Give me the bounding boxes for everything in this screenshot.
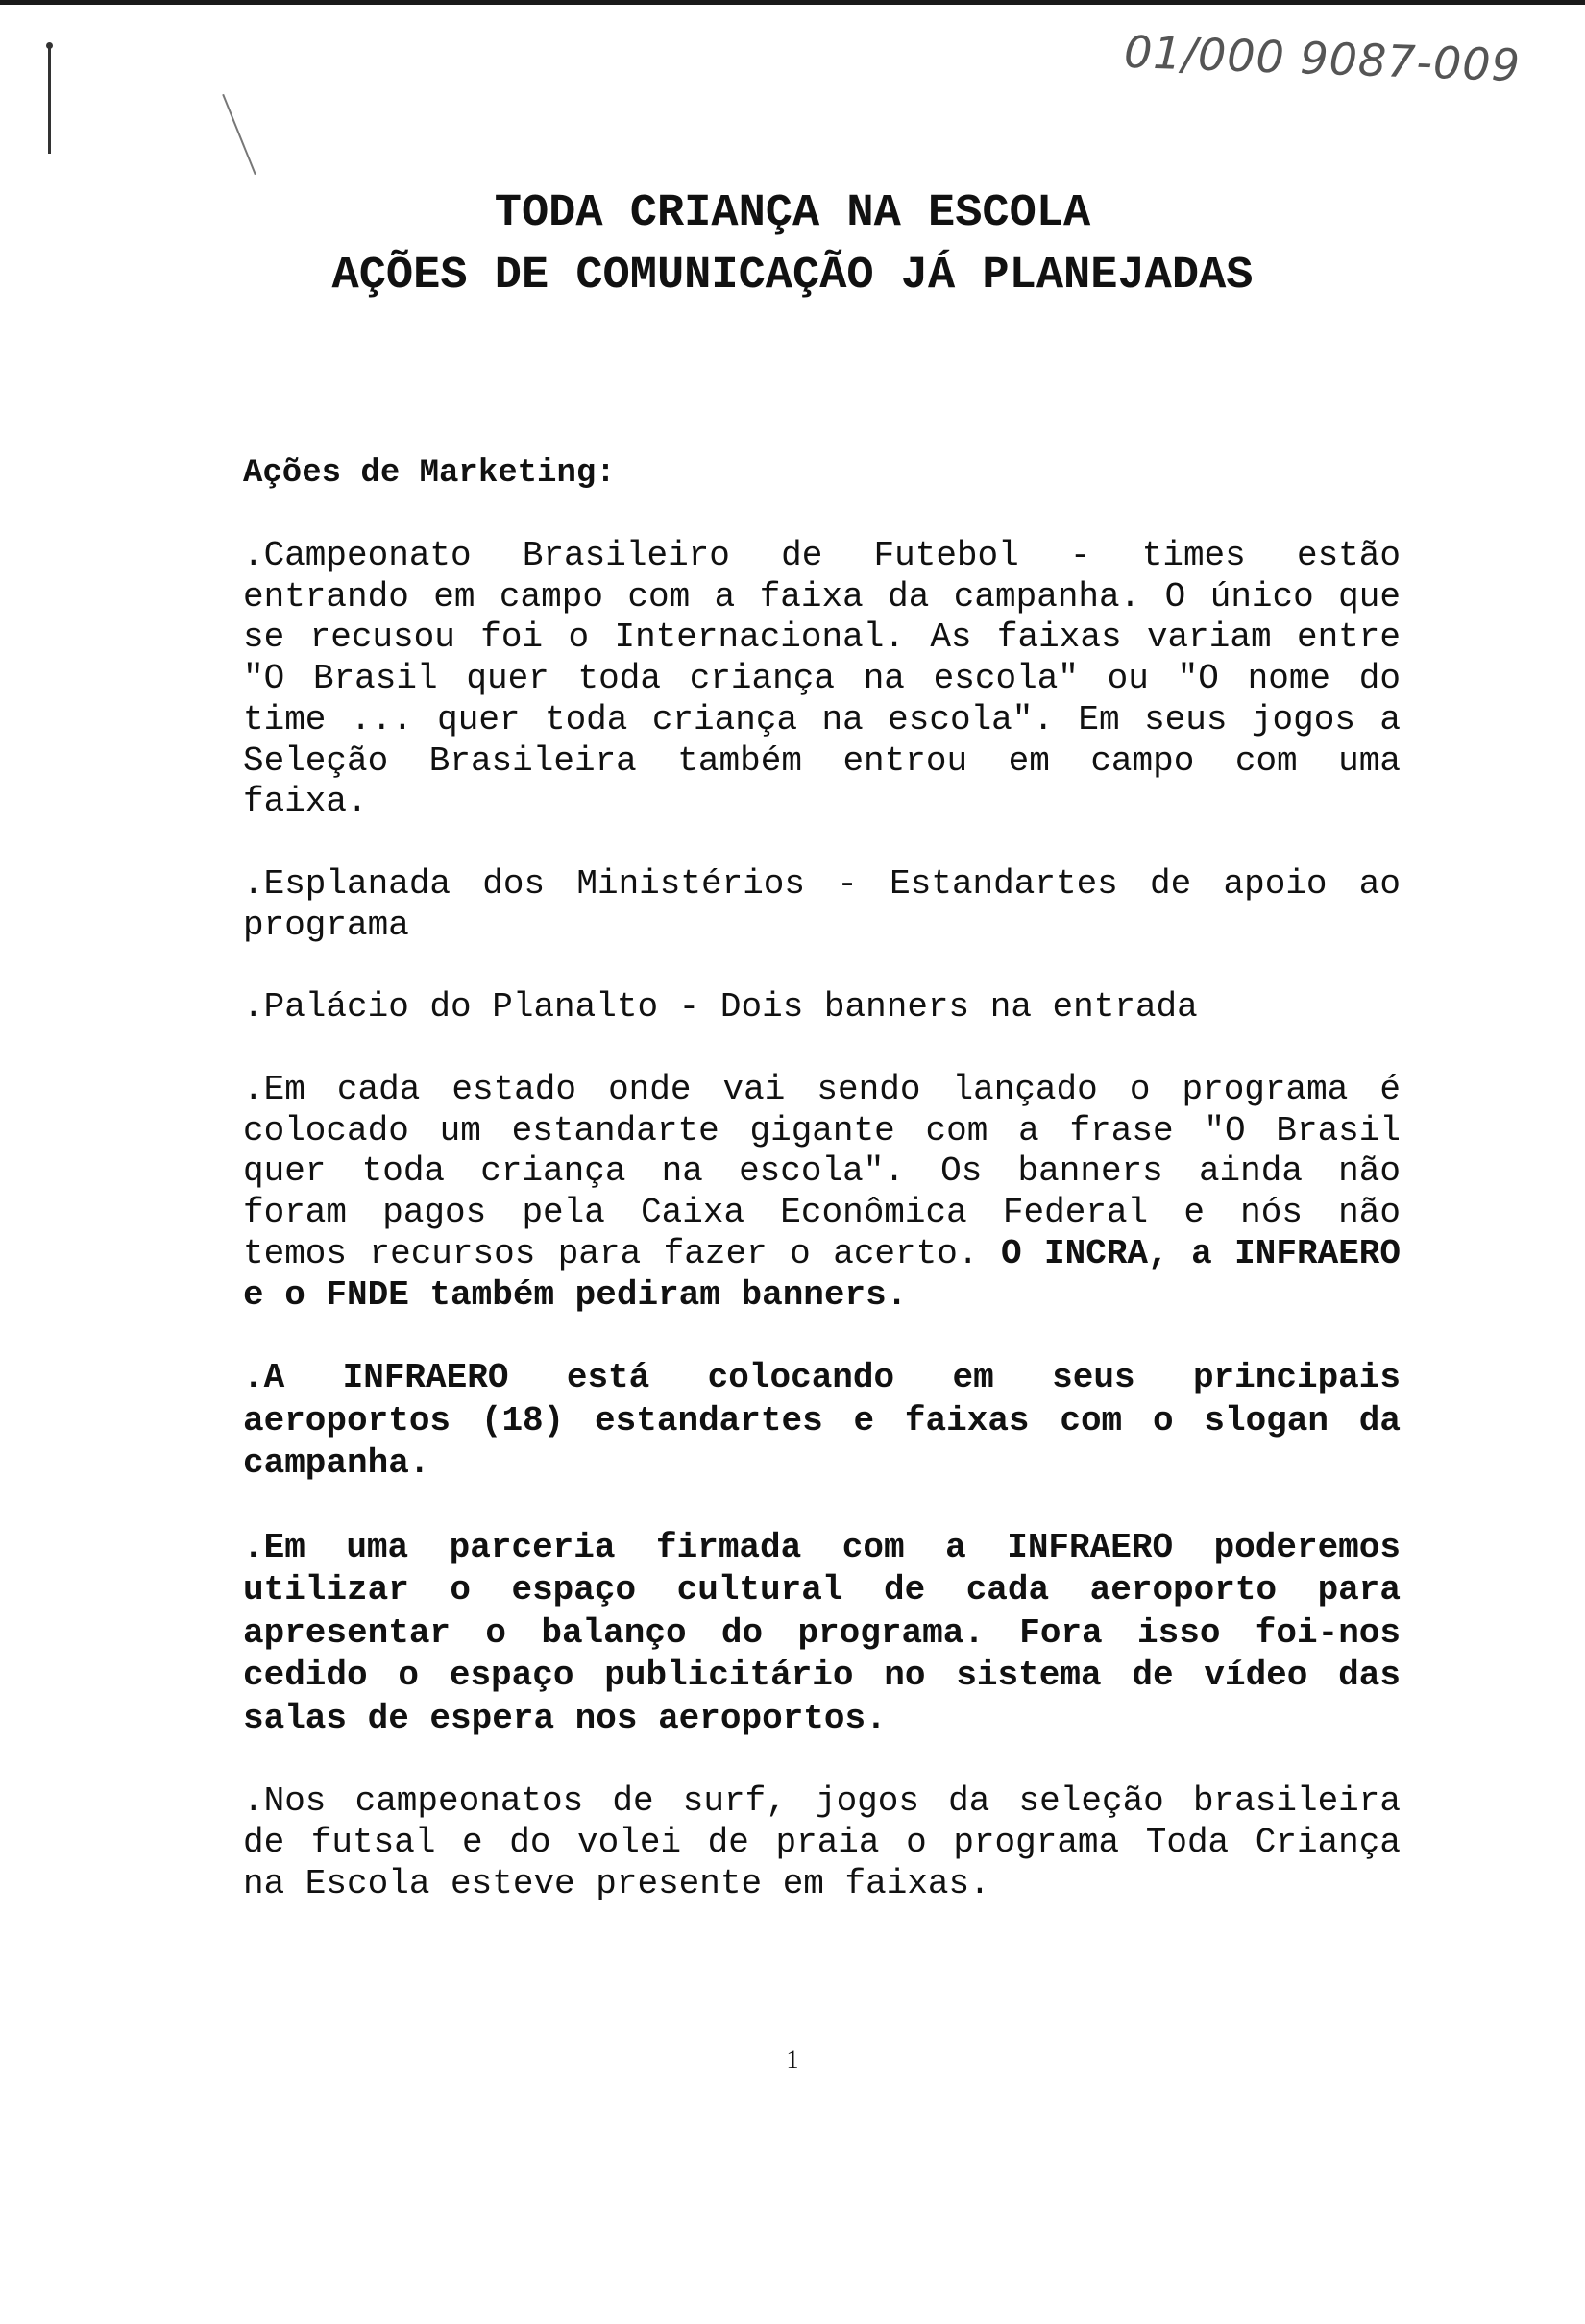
- scan-mark-diagonal: [222, 94, 256, 175]
- paragraph-estados-bold: O INCRA, a INFRAERO e o FNDE também pediram banners.: [243, 1233, 1402, 1315]
- paragraph-estados-text: .Em cada estado onde vai sendo lançado o programa é colocado um estandarte gigante com a frase "O Brasil quer toda criança na escola". Os banners ainda não foram pagos pela Caixa Econômica Federal e nós não temos recursos para fazer o acerto.: [243, 1070, 1401, 1273]
- page-number: 1: [786, 2046, 799, 2073]
- document-title: [0, 182, 1585, 307]
- paragraph-esplanada: .Esplanada dos Ministérios - Estandartes de apoio ao programa: [243, 863, 1401, 945]
- scan-top-edge: [0, 0, 1585, 5]
- scan-mark-left: [48, 48, 51, 154]
- title-line-2: AÇÕES DE COMUNICAÇÃO JÁ PLANEJADAS: [331, 251, 1254, 302]
- paragraph-parceria-infraero: .Em uma parceria firmada com a INFRAERO poderemos utilizar o espaço cultural de cada aeroporto para apresentar o balanço do programa. Fora isso foi-nos cedido o espaço publicitário no sistema de vídeo das salas de espera nos aeroportos.: [243, 1527, 1401, 1738]
- paragraph-palacio: .Palácio do Planalto - Dois banners na entrada: [243, 987, 1198, 1028]
- handwritten-doc-number: 01/000 9087-009: [1123, 25, 1522, 92]
- title-line-1: TODA CRIANÇA NA ESCOLA: [494, 188, 1091, 239]
- paragraph-campeonatos-surf: .Nos campeonatos de surf, jogos da seleção brasileira de futsal e do volei de praia o programa Toda Criança na Escola esteve presente em faixas.: [243, 1781, 1401, 1903]
- paragraph-campeonato: .Campeonato Brasileiro de Futebol - times estão entrando em campo com a faixa da campanha. O único que se recusou foi o Internacional. As faixas variam entre "O Brasil quer toda criança na escola" ou "O nome do time ... quer toda criança na escola". Em seus jogos a Seleção Brasileira também entrou em campo com uma faixa.: [243, 536, 1401, 822]
- section-heading: Ações de Marketing:: [243, 455, 616, 492]
- scan-mark-dot: [46, 42, 53, 49]
- document-body: [243, 536, 1401, 1946]
- paragraph-estados: [243, 1070, 1401, 1316]
- paragraph-infraero-aeroportos: .A INFRAERO está colocando em seus principais aeroportos (18) estandartes e faixas com o slogan da campanha.: [243, 1358, 1401, 1484]
